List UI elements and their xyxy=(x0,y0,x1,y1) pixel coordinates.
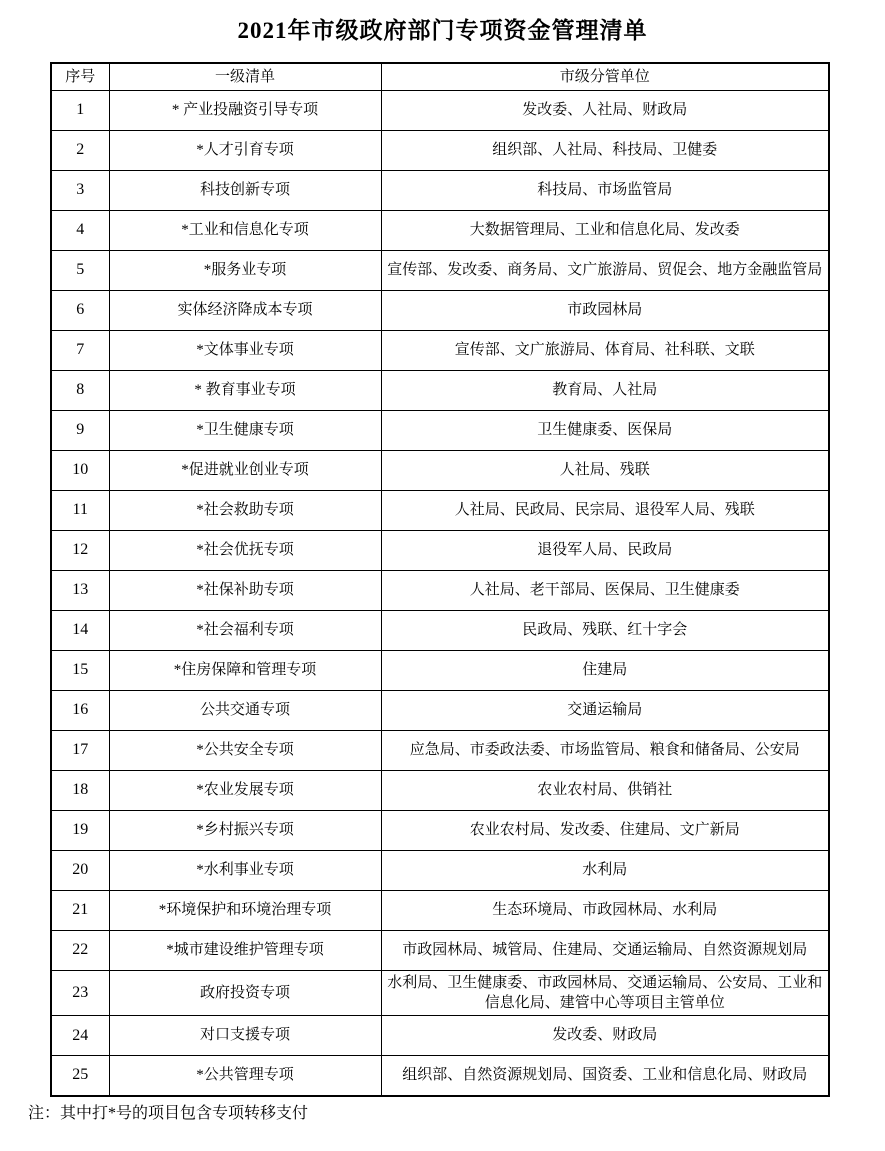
row-level-one-item: *人才引育专项 xyxy=(109,130,381,170)
table-row xyxy=(51,970,829,1016)
fund-table xyxy=(50,62,830,1097)
table-row xyxy=(51,810,829,850)
row-serial-number: 6 xyxy=(51,290,109,330)
table-row xyxy=(51,330,829,370)
table-head xyxy=(51,63,829,90)
row-responsible-unit: 水利局 xyxy=(381,850,829,890)
row-level-one-item: * 教育事业专项 xyxy=(109,370,381,410)
row-responsible-unit: 发改委、财政局 xyxy=(381,1016,829,1056)
row-responsible-unit: 水利局、卫生健康委、市政园林局、交通运输局、公安局、工业和信息化局、建管中心等项目主管单位 xyxy=(381,970,829,1016)
row-level-one-item: *服务业专项 xyxy=(109,250,381,290)
row-level-one-item: *公共安全专项 xyxy=(109,730,381,770)
table-row xyxy=(51,490,829,530)
row-level-one-item: 实体经济降成本专项 xyxy=(109,290,381,330)
row-level-one-item: 政府投资专项 xyxy=(109,970,381,1016)
row-serial-number: 10 xyxy=(51,450,109,490)
row-responsible-unit: 住建局 xyxy=(381,650,829,690)
table-row xyxy=(51,770,829,810)
row-level-one-item: * 产业投融资引导专项 xyxy=(109,90,381,130)
row-responsible-unit: 宣传部、文广旅游局、体育局、社科联、文联 xyxy=(381,330,829,370)
row-responsible-unit: 农业农村局、供销社 xyxy=(381,770,829,810)
table-row xyxy=(51,570,829,610)
row-level-one-item: 对口支援专项 xyxy=(109,1016,381,1056)
row-serial-number: 15 xyxy=(51,650,109,690)
table-row xyxy=(51,1056,829,1096)
row-responsible-unit: 市政园林局、城管局、住建局、交通运输局、自然资源规划局 xyxy=(381,930,829,970)
row-level-one-item: 科技创新专项 xyxy=(109,170,381,210)
row-responsible-unit: 市政园林局 xyxy=(381,290,829,330)
row-level-one-item: *社会优抚专项 xyxy=(109,530,381,570)
row-responsible-unit: 发改委、人社局、财政局 xyxy=(381,90,829,130)
table-row xyxy=(51,730,829,770)
row-responsible-unit: 生态环境局、市政园林局、水利局 xyxy=(381,890,829,930)
row-level-one-item: *农业发展专项 xyxy=(109,770,381,810)
table-row xyxy=(51,930,829,970)
row-responsible-unit: 人社局、残联 xyxy=(381,450,829,490)
row-responsible-unit: 应急局、市委政法委、市场监管局、粮食和储备局、公安局 xyxy=(381,730,829,770)
row-level-one-item: 公共交通专项 xyxy=(109,690,381,730)
footnote: 注：其中打*号的项目包含专项转移支付 xyxy=(28,1104,309,1122)
row-responsible-unit: 退役军人局、民政局 xyxy=(381,530,829,570)
header-level-one-list: 一级清单 xyxy=(109,63,381,90)
row-serial-number: 1 xyxy=(51,90,109,130)
row-level-one-item: *社会福利专项 xyxy=(109,610,381,650)
row-level-one-item: *公共管理专项 xyxy=(109,1056,381,1096)
row-level-one-item: *文体事业专项 xyxy=(109,330,381,370)
row-level-one-item: *促进就业创业专项 xyxy=(109,450,381,490)
row-serial-number: 12 xyxy=(51,530,109,570)
row-level-one-item: *社保补助专项 xyxy=(109,570,381,610)
table-row xyxy=(51,210,829,250)
row-serial-number: 8 xyxy=(51,370,109,410)
table-row xyxy=(51,250,829,290)
row-serial-number: 5 xyxy=(51,250,109,290)
table-row xyxy=(51,450,829,490)
header-serial-number: 序号 xyxy=(51,63,109,90)
row-level-one-item: *乡村振兴专项 xyxy=(109,810,381,850)
row-serial-number: 4 xyxy=(51,210,109,250)
row-responsible-unit: 组织部、人社局、科技局、卫健委 xyxy=(381,130,829,170)
row-level-one-item: *社会救助专项 xyxy=(109,490,381,530)
row-serial-number: 14 xyxy=(51,610,109,650)
row-responsible-unit: 交通运输局 xyxy=(381,690,829,730)
header-responsible-unit: 市级分管单位 xyxy=(381,63,829,90)
row-level-one-item: *城市建设维护管理专项 xyxy=(109,930,381,970)
row-level-one-item: *卫生健康专项 xyxy=(109,410,381,450)
row-serial-number: 7 xyxy=(51,330,109,370)
row-responsible-unit: 组织部、自然资源规划局、国资委、工业和信息化局、财政局 xyxy=(381,1056,829,1096)
row-level-one-item: *环境保护和环境治理专项 xyxy=(109,890,381,930)
row-responsible-unit: 科技局、市场监管局 xyxy=(381,170,829,210)
row-responsible-unit: 教育局、人社局 xyxy=(381,370,829,410)
row-serial-number: 18 xyxy=(51,770,109,810)
row-responsible-unit: 卫生健康委、医保局 xyxy=(381,410,829,450)
table-row xyxy=(51,370,829,410)
row-serial-number: 11 xyxy=(51,490,109,530)
row-serial-number: 21 xyxy=(51,890,109,930)
row-serial-number: 23 xyxy=(51,970,109,1016)
table-row xyxy=(51,530,829,570)
table-header-row xyxy=(51,63,829,90)
row-serial-number: 24 xyxy=(51,1016,109,1056)
row-serial-number: 20 xyxy=(51,850,109,890)
row-level-one-item: *工业和信息化专项 xyxy=(109,210,381,250)
row-responsible-unit: 大数据管理局、工业和信息化局、发改委 xyxy=(381,210,829,250)
row-serial-number: 17 xyxy=(51,730,109,770)
row-serial-number: 19 xyxy=(51,810,109,850)
row-serial-number: 9 xyxy=(51,410,109,450)
row-responsible-unit: 农业农村局、发改委、住建局、文广新局 xyxy=(381,810,829,850)
row-responsible-unit: 民政局、残联、红十字会 xyxy=(381,610,829,650)
row-responsible-unit: 人社局、老干部局、医保局、卫生健康委 xyxy=(381,570,829,610)
table-row xyxy=(51,170,829,210)
row-level-one-item: *住房保障和管理专项 xyxy=(109,650,381,690)
table-body xyxy=(51,90,829,1096)
row-serial-number: 2 xyxy=(51,130,109,170)
page-title: 2021年市级政府部门专项资金管理清单 xyxy=(237,18,648,43)
table-row xyxy=(51,850,829,890)
row-serial-number: 3 xyxy=(51,170,109,210)
table-row xyxy=(51,130,829,170)
row-responsible-unit: 人社局、民政局、民宗局、退役军人局、残联 xyxy=(381,490,829,530)
table-row xyxy=(51,650,829,690)
table-row xyxy=(51,890,829,930)
table-row xyxy=(51,290,829,330)
table-row xyxy=(51,1016,829,1056)
row-responsible-unit: 宣传部、发改委、商务局、文广旅游局、贸促会、地方金融监管局 xyxy=(381,250,829,290)
row-serial-number: 16 xyxy=(51,690,109,730)
table-row xyxy=(51,410,829,450)
table-row xyxy=(51,90,829,130)
row-serial-number: 22 xyxy=(51,930,109,970)
table-row xyxy=(51,690,829,730)
row-level-one-item: *水利事业专项 xyxy=(109,850,381,890)
table-row xyxy=(51,610,829,650)
row-serial-number: 13 xyxy=(51,570,109,610)
row-serial-number: 25 xyxy=(51,1056,109,1096)
